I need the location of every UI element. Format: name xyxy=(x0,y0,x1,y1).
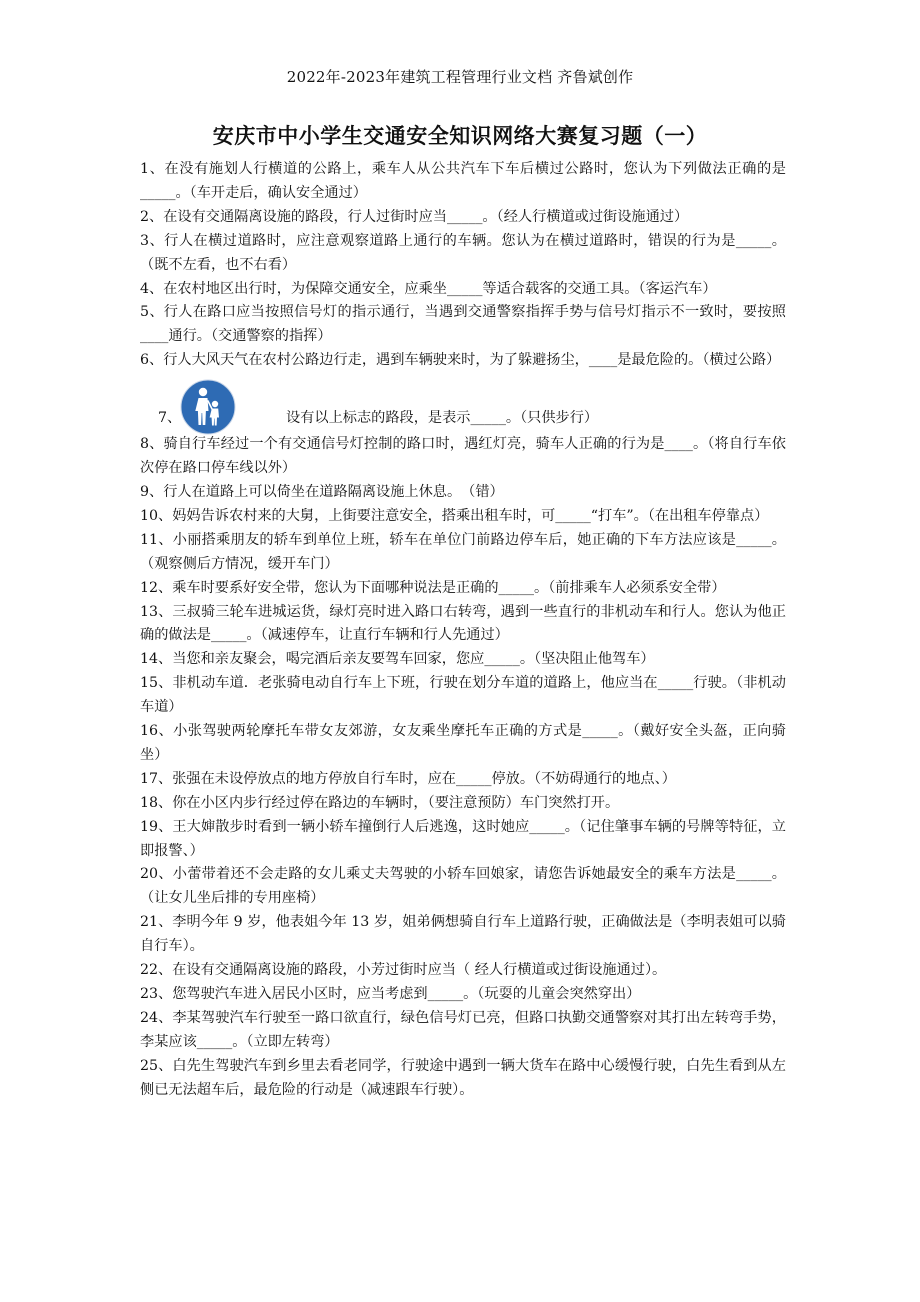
question-number: 7、 xyxy=(158,410,182,427)
question-item: 14、当您和亲友聚会，喝完酒后亲友要驾车回家，您应_____。（坚决阻止他驾车） xyxy=(140,651,655,668)
question-item: 1、在没有施划人行横道的公路上，乘车人从公共汽车下车后横过公路时，您认为下列做法正确的是_____。（车开走后，确认安全通过） xyxy=(140,161,786,201)
question-item: 11、小丽搭乘朋友的轿车到单位上班，轿车在单位门前路边停车后，她正确的下车方法应该是_____。（观察侧后方情况，缓开车门） xyxy=(140,531,786,572)
question-item: 3、行人在横过道路时，应注意观察道路上通行的车辆。您认为在横过道路时，错误的行为是_____。（既不左看，也不右看） xyxy=(140,232,786,273)
question-item: 8、骑自行车经过一个有交通信号灯控制的路口时，遇红灯亮，骑车人正确的行为是____。（将自行车依次停在路口停车线以外） xyxy=(140,436,786,477)
question-item: 10、妈妈告诉农村来的大舅，上街要注意安全，搭乘出租车时，可_____“打车”。（在出租车停靠点） xyxy=(140,507,769,524)
question-item: 18、你在小区内步行经过停在路边的车辆时，（要注意预防）车门突然打开。 xyxy=(140,794,620,811)
question-item: 2、在设有交通隔离设施的路段，行人过街时应当_____。（经人行横道或过街设施通过） xyxy=(140,208,689,225)
question-list xyxy=(140,158,786,1103)
question-item-7 xyxy=(140,373,786,433)
question-text: 设有以上标志的路段，是表示_____。（只供步行） xyxy=(286,410,599,427)
question-item: 13、三叔骑三轮车进城运货，绿灯亮时进入路口右转弯，遇到一些直行的非机动车和行人。您认为他正确的做法是_____。（减速停车，让直行车辆和行人先通过） xyxy=(140,603,786,644)
question-item: 19、王大婶散步时看到一辆小轿车撞倒行人后逃逸，这时她应_____。（记住肇事车辆的号牌等特征，立即报警、） xyxy=(140,818,786,859)
question-item: 12、乘车时要系好安全带，您认为下面哪种说法是正确的_____。（前排乘车人必须系安全带） xyxy=(140,579,726,596)
question-item: 4、在农村地区出行时，为保障交通安全，应乘坐_____等适合载客的交通工具。（客运汽车） xyxy=(140,280,717,297)
question-item: 23、您驾驶汽车进入居民小区时，应当考虑到_____。（玩耍的儿童会突然穿出） xyxy=(140,986,641,1002)
question-item: 5、行人在路口应当按照信号灯的指示通行，当遇到交通警察指挥手势与信号灯指示不一致时，要按照____通行。（交通警察的指挥） xyxy=(140,304,786,345)
page-title: 安庆市中小学生交通安全知识网络大赛复习题（一） xyxy=(212,123,708,148)
question-item: 22、在设有交通隔离设施的路段，小芳过街时应当（ 经人行横道或过街设施通过）。 xyxy=(140,962,667,979)
question-item: 9、行人在道路上可以倚坐在道路隔离设施上休息。 （错） xyxy=(140,483,504,500)
question-item: 24、李某驾驶汽车行驶至一路口欲直行，绿色信号灯已亮，但路口执勤交通警察对其打出左转弯手势，李某应该_____。（立即左转弯） xyxy=(140,1009,786,1050)
question-item: 6、行人大风天气在农村公路边行走，遇到车辆驶来时，为了躲避扬尘，____是最危险的。（横过公路） xyxy=(140,352,781,369)
question-item: 15、非机动车道．老张骑电动自行车上下班，行驶在划分车道的道路上，他应当在_____行驶。（非机动车道） xyxy=(140,675,786,716)
document-header: 2022年-2023年建筑工程管理行业文档 齐鲁斌创作 xyxy=(286,68,634,86)
question-item: 21、李明今年 9 岁，他表姐今年 13 岁，姐弟俩想骑自行车上道路行驶，正确做法是（李明表姐可以骑自行车）。 xyxy=(140,914,786,955)
question-item: 16、小张驾驶两轮摩托车带女友郊游，女友乘坐摩托车正确的方式是_____。（戴好安全头盔，正向骑坐） xyxy=(140,723,786,763)
pedestrian-only-sign-icon xyxy=(180,379,236,435)
question-item: 25、白先生驾驶汽车到乡里去看老同学，行驶途中遇到一辆大货车在路中心缓慢行驶，白先生看到从左侧已无法超车后，最危险的行动是（减速跟车行驶）。 xyxy=(140,1057,786,1098)
question-item: 17、张强在未设停放点的地方停放自行车时，应在_____停放。（不妨碍通行的地点、） xyxy=(140,770,676,787)
question-item: 20、小蕾带着还不会走路的女儿乘丈夫驾驶的小轿车回娘家，请您告诉她最安全的乘车方法是_____。（让女儿坐后排的专用座椅） xyxy=(140,866,786,907)
